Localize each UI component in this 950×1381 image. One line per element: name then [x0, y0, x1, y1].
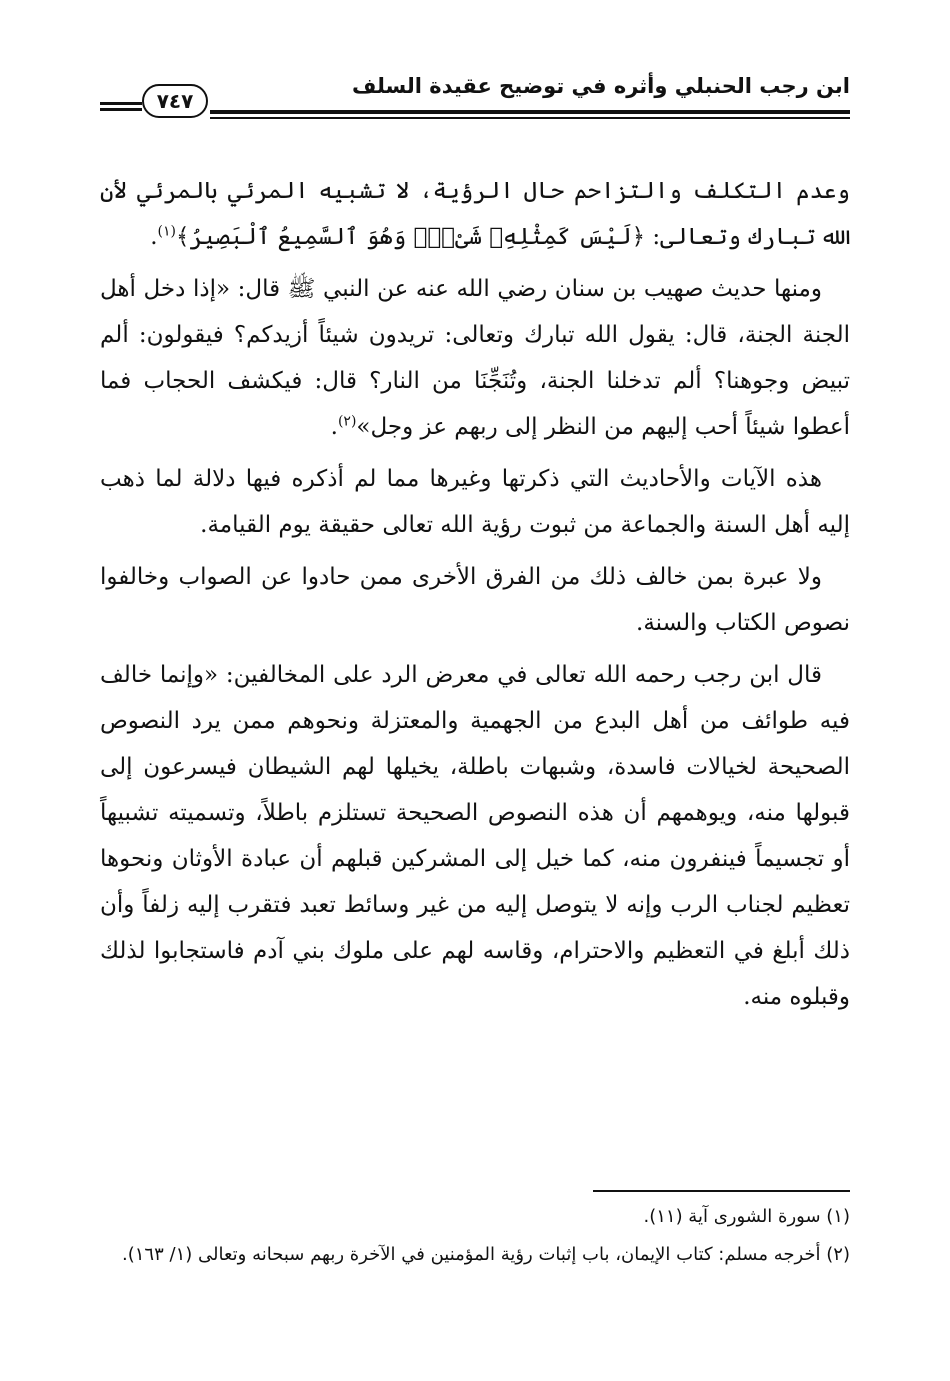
- paragraph: [100, 266, 850, 450]
- paragraph: [100, 456, 850, 548]
- paragraph-text: قال ابن رجب رحمه الله تعالى في معرض الرد على المخالفين: «وإنما خالف فيه طوائف من أهل البدع من الجهمية والمعتزلة ونحوهم ممن يرد النصوص الصحيحة لخيالات فاسدة، وشبهات باطلة، يخيلها لهم الشيطان فيسرعون إلى قبولها منه، ويوهمهم أن هذه النصوص الصحيحة تستلزم باطلاً، وتسميته تشبيهاً أو تجسيماً فينفرون منه، كما خيل إلى المشركين قبلهم أن عبادة الأوثان ونحوها تعظيم لجناب الرب وإنه لا يتوصل إليه من غير وسائط تعبد فتقرب إليه زلفاً وأن ذلك أبلغ في التعظيم والاحترام، وقاسه لهم على ملوك بني آدم فاستجابوا لذلك وقبلوه منه.: [100, 662, 850, 1010]
- running-title: ابن رجب الحنبلي وأثره في توضيح عقيدة السلف: [351, 74, 850, 98]
- paragraph-text: ولا عبرة بمن خالف ذلك من الفرق الأخرى ممن حادوا عن الصواب وخالفوا نصوص الكتاب والسنة.: [100, 564, 850, 636]
- footnote-separator: [593, 1190, 850, 1192]
- paragraph-text: وعدم التكلف والتزاحم حال الرؤية، لا تشبيه المرئي بالمرئي لأن الله تبارك وتعالى: ﴿لَيْسَ كَمِثْلِهِۦ شَىْءٌۖ وَهُوَ ٱلسَّمِيعُ ٱلْبَصِيرُ﴾: [100, 178, 850, 250]
- header-rule-thin: [210, 117, 850, 119]
- footnotes: [100, 1200, 850, 1276]
- paragraph-end: .: [330, 414, 338, 440]
- page-number: ٧٤٧: [142, 84, 208, 118]
- paragraph: [100, 168, 850, 260]
- page-header: [100, 60, 850, 120]
- header-rule: [210, 110, 850, 114]
- paragraph-text: ومنها حديث صهيب بن سنان رضي الله عنه عن النبي ﷺ قال: «إذا دخل أهل الجنة الجنة، قال: يقول الله تبارك وتعالى: تريدون شيئاً أزيدكم؟ فيقولون: ألم تبيض وجوهنا؟ ألم تدخلنا الجنة، وتُنَجِّنَا من النار؟ قال: فيكشف الحجاب فما أعطوا شيئاً أحب إليهم من النظر إلى ربهم عز وجل»: [100, 276, 850, 440]
- footnote: (١) سورة الشورى آية (١١).: [643, 1206, 850, 1227]
- footnote: (٢) أخرجه مسلم: كتاب الإيمان، باب إثبات رؤية المؤمنين في الآخرة ربهم سبحانه وتعالى (١/ ١٦٣).: [122, 1244, 850, 1265]
- main-text: [100, 168, 850, 1026]
- paragraph: [100, 554, 850, 646]
- paragraph-text: هذه الآيات والأحاديث التي ذكرتها وغيرها مما لم أذكره فيها دلالة لما ذهب إليه أهل السنة والجماعة من ثبوت رؤية الله تعالى حقيقة يوم القيامة.: [100, 466, 850, 538]
- footnote-ref: (١): [157, 223, 176, 240]
- paragraph: [100, 652, 850, 1020]
- header-rule-left: [100, 102, 142, 114]
- paragraph-end: .: [150, 224, 158, 250]
- footnote-ref: (٢): [337, 413, 357, 430]
